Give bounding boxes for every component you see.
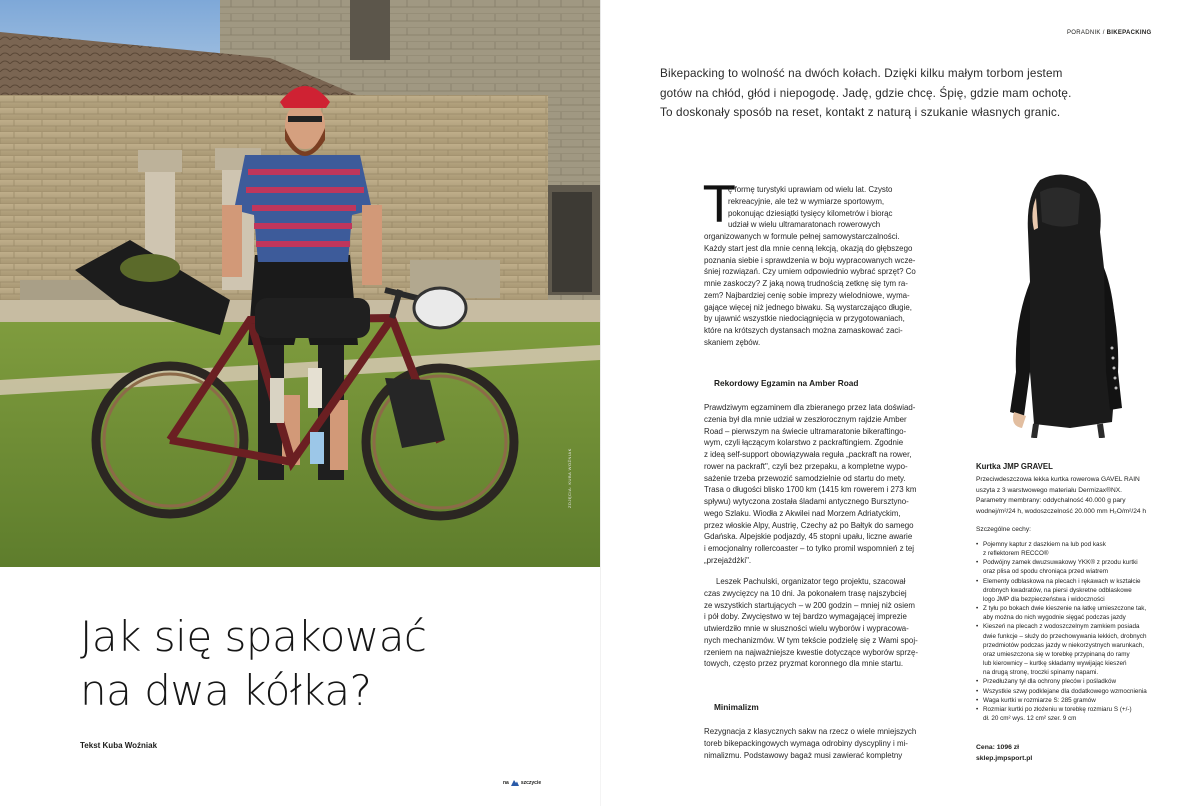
body-line: które na krótszych dystansach można zamaskować zaci- — [704, 326, 903, 335]
body-line: rekreacyjnie, ale też w wymiarze sportowym, — [728, 196, 885, 206]
sidebar-line: wodnej/m²/24 h, wodoszczelność 20.000 mm H₂O/m²/24 h — [976, 507, 1147, 515]
sidebar-line: Parametry membrany: oddychalność 40.000 g pary — [976, 497, 1126, 504]
sidebar-line: Przeciwdeszczowa lekka kurtka rowerowa GAVEL RAIN — [976, 476, 1140, 483]
headline-line-2: na dwa kółka? — [80, 666, 372, 715]
feature-item — [976, 622, 1186, 677]
headline-line-1: Jak się spakować — [80, 612, 427, 661]
feature-line: • Wszystkie szwy podklejane dla dodatkowego wzmocnienia — [983, 687, 1147, 695]
mountain-icon — [511, 779, 519, 786]
body-line: organizowanych w formule pełnej samowystarczalności. — [704, 232, 900, 241]
section-amber-road-continued — [704, 576, 930, 670]
drop-cap: T — [704, 176, 735, 234]
feature-line: drobnych kwadratów, na piersi dyskretne odblaskowe — [983, 586, 1132, 594]
sidebar-description — [976, 475, 1146, 517]
body-line: rower na packraft", czyli bez przepaku, a kompletne wypo- — [704, 461, 908, 471]
feature-line: na drugą stronę, troczki spinamy napami. — [983, 669, 1099, 677]
running-header — [1067, 30, 1152, 36]
feature-line: dwie funkcje – służy do przechowywania lekkich, drobnych — [983, 632, 1147, 640]
lead-line: To doskonały sposób na reset, kontakt z naturą i szukanie własnych granic. — [660, 106, 1061, 119]
body-line: ze wszystkich startujących – w 200 godzin – mniej niż osiem — [704, 600, 915, 610]
page-gutter — [600, 0, 601, 806]
jacket-product-image — [1000, 172, 1122, 438]
body-line: sażenie trzeba przewozić samodzielnie od startu do mety. — [704, 473, 906, 483]
body-line: wego Szlaku. Wiodła z Akwilei nad Morzem Adriatyckim, — [704, 508, 901, 518]
body-line: z ideą self-support obowiązywała reguła „packraft na rower, — [704, 450, 912, 459]
sidebar-title: Kurtka JMP GRAVEL — [976, 462, 1053, 471]
shop-link: sklep.jmpsport.pl — [976, 755, 1033, 762]
body-line: Leszek Pachulski, organizator tego projektu, szacował — [716, 577, 906, 586]
feature-line: • Przedłużany tył dla ochrony pleców i pośladków — [983, 678, 1117, 686]
feature-line: przedmiotów podczas jazdy w niekorzystnych warunkach, — [983, 641, 1144, 649]
feature-line: • Podwójny zamek dwuzsuwakowy YKK® z przodu kurtki — [983, 559, 1138, 567]
body-line: towych, często przez pryzmat koronnego dla mnie startu. — [704, 659, 904, 669]
section-amber-road — [704, 402, 930, 567]
subheading-minimalizm: Minimalizm — [714, 702, 759, 712]
feature-item — [976, 687, 1186, 696]
intro-dropcap-lines — [728, 184, 928, 231]
body-line: pokonując dziesiątki tysięcy kilometrów i biorąc — [728, 208, 893, 218]
byline: Tekst Kuba Woźniak — [80, 741, 158, 750]
sidebar-line: uszyta z 3 warstwowego materiału Dermizax®NX. — [976, 486, 1122, 494]
body-line: mnie zaskoczy? Z jaką nową trudnością zetknę się tym ra- — [704, 279, 908, 288]
body-line: skaniem zębów. — [704, 337, 761, 347]
logo-left-text: na — [503, 779, 509, 786]
body-line: toreb bikepackingowych wymaga odrobiny dyscypliny i mi- — [704, 738, 908, 748]
feature-line: dł. 20 cm² wys. 12 cm² szer. 9 cm — [983, 714, 1077, 722]
feature-line: • Kieszeń na plecach z wodoszczelnym zamkiem posiada — [983, 623, 1140, 631]
runner-section: PORADNIK / — [1067, 30, 1107, 36]
logo-right-text: szczycie — [520, 779, 542, 786]
body-line: wym, czyli łączącym kolarstwo z packraftingiem. Zgodnie — [704, 438, 904, 448]
feature-item — [976, 540, 1186, 558]
features-title: Szczególne cechy: — [976, 526, 1031, 533]
product-price: Cena: 1096 zł — [976, 744, 1020, 751]
feature-line: • Elementy odblaskowa na plecach i rękawach w kształcie — [983, 577, 1141, 585]
feature-item — [976, 677, 1186, 686]
body-line: Trasa o długości blisko 1700 km (1415 km rowerem i 273 km — [704, 485, 917, 495]
feature-line: z reflektorem RECCO® — [983, 550, 1049, 558]
body-line: zem? Najbardziej cenię sobie imprezy wielodniowe, wyma- — [704, 290, 910, 300]
body-line: udział w wielu ultramaratonach rowerowych — [728, 220, 881, 230]
feature-item — [976, 705, 1186, 723]
feature-item — [976, 577, 1186, 604]
lead-line: gotów na chłód, głód i niepogodę. Jadę, gdzie chcę. Śpię, gdzie mam ochotę. — [660, 86, 1072, 100]
features-list — [976, 540, 1186, 723]
body-line: Road – pierwszym na świecie ultramaratonie bikeraftingo- — [704, 426, 907, 436]
feature-item — [976, 558, 1186, 576]
feature-line: oraz plisa od spodu chroniąca przed wiatrem — [983, 568, 1108, 576]
feature-line: • Z tyłu po bokach dwie kieszenie na łatkę umieszczone tak, — [983, 605, 1147, 613]
body-line: rzeniem na najważniejsze kwestie dotyczące wyborów sprzę- — [704, 647, 919, 657]
feature-line: oraz umieszczona się w torebkę przypinaną do ramy — [983, 650, 1130, 658]
feature-line: logo JMP dla bezpieczeństwa i widoczności — [983, 595, 1105, 603]
body-line: Każdy start jest dla mnie cenną lekcją, okazją do głębszego — [704, 243, 913, 253]
feature-line: • Waga kurtki w rozmiarze S: 285 gramów — [983, 696, 1096, 704]
body-line: Gdańska. Alpejskie podjazdy, 45 stopni upału, liczne awarie — [704, 532, 913, 542]
body-line: Rezygnacja z klasycznych sakw na rzecz o wiele mniejszych — [704, 727, 917, 736]
feature-line: lub kierownicy – kurtkę składamy wywijając kieszeń — [983, 660, 1127, 668]
body-line: „przejażdżki". — [704, 555, 752, 565]
subheading-amber-road: Rekordowy Egzamin na Amber Road — [714, 378, 859, 388]
footer-logo — [503, 779, 541, 786]
body-line: czenia był dla mnie udział w zeszłorocznym rajdzie Amber — [704, 414, 907, 424]
feature-item — [976, 604, 1186, 622]
lead-line: Bikepacking to wolność na dwóch kołach. Dzięki kilku małym torbom jestem — [660, 67, 1063, 80]
runner-topic: BIKEPACKING — [1106, 30, 1152, 36]
feature-line: aby można do nich wygodnie sięgać podczas jazdy — [983, 614, 1126, 622]
body-line: gające więcej niż jednego biwaku. Są wystarczająco długie, — [704, 302, 912, 312]
body-line: utwierdziło mnie w słuszności wielu wyborów i wypracowa- — [704, 624, 909, 633]
body-line: i emocjonalny rollercoaster – to tylko promil wspomnień z tej — [704, 544, 915, 553]
article-headline — [80, 610, 540, 718]
body-line: czas zwycięzcy na 10 dni. Ja pokonałem trasę najszybciej — [704, 588, 907, 598]
body-line: przez włoskie Alpy, Austrię, Czechy aż po Bałtyk do samego — [704, 520, 914, 530]
photo-credit: ZDJĘCIA: KUBA WOŹNIAK — [567, 448, 572, 508]
body-line: poznania siebie i sprawdzenia w boju wypracowanych wcze- — [704, 255, 916, 265]
feature-line: • Rozmiar kurtki po złożeniu w torebkę rozmiaru S (+/-) — [983, 705, 1132, 713]
body-line: Prawdziwym egzaminem dla zbieranego przez lata doświad- — [704, 403, 916, 412]
article-lead — [660, 64, 1160, 123]
section-minimalizm — [704, 726, 930, 761]
body-line: spływu) wytyczona została śladami antycznego Bursztyno- — [704, 497, 909, 506]
intro-paragraph — [704, 231, 930, 349]
feature-item — [976, 696, 1186, 705]
body-line: nimalizmu. Podstawowy bagaż musi zawierać kompletny — [704, 750, 903, 760]
bikepacker-illustration — [0, 0, 600, 567]
cyclist-photo — [0, 0, 600, 567]
feature-line: • Pojemny kaptur z daszkiem na lub pod kask — [983, 541, 1106, 548]
body-line: ę formę turystyki uprawiam od wielu lat. Czysto — [728, 185, 893, 194]
body-line: śniej rozwiązań. Czy umiem odpowiednio wybrać sprzęt? Co — [704, 267, 916, 277]
body-line: by ujawnić wszystkie niedociągnięcia w przygotowaniach, — [704, 314, 905, 324]
body-line: i pół doby. Zwycięstwo w tej bardzo wymagającej imprezie — [704, 612, 907, 622]
body-line: nych mechanizmów. W tym tekście podzielę się z Wami spoj- — [704, 635, 918, 645]
